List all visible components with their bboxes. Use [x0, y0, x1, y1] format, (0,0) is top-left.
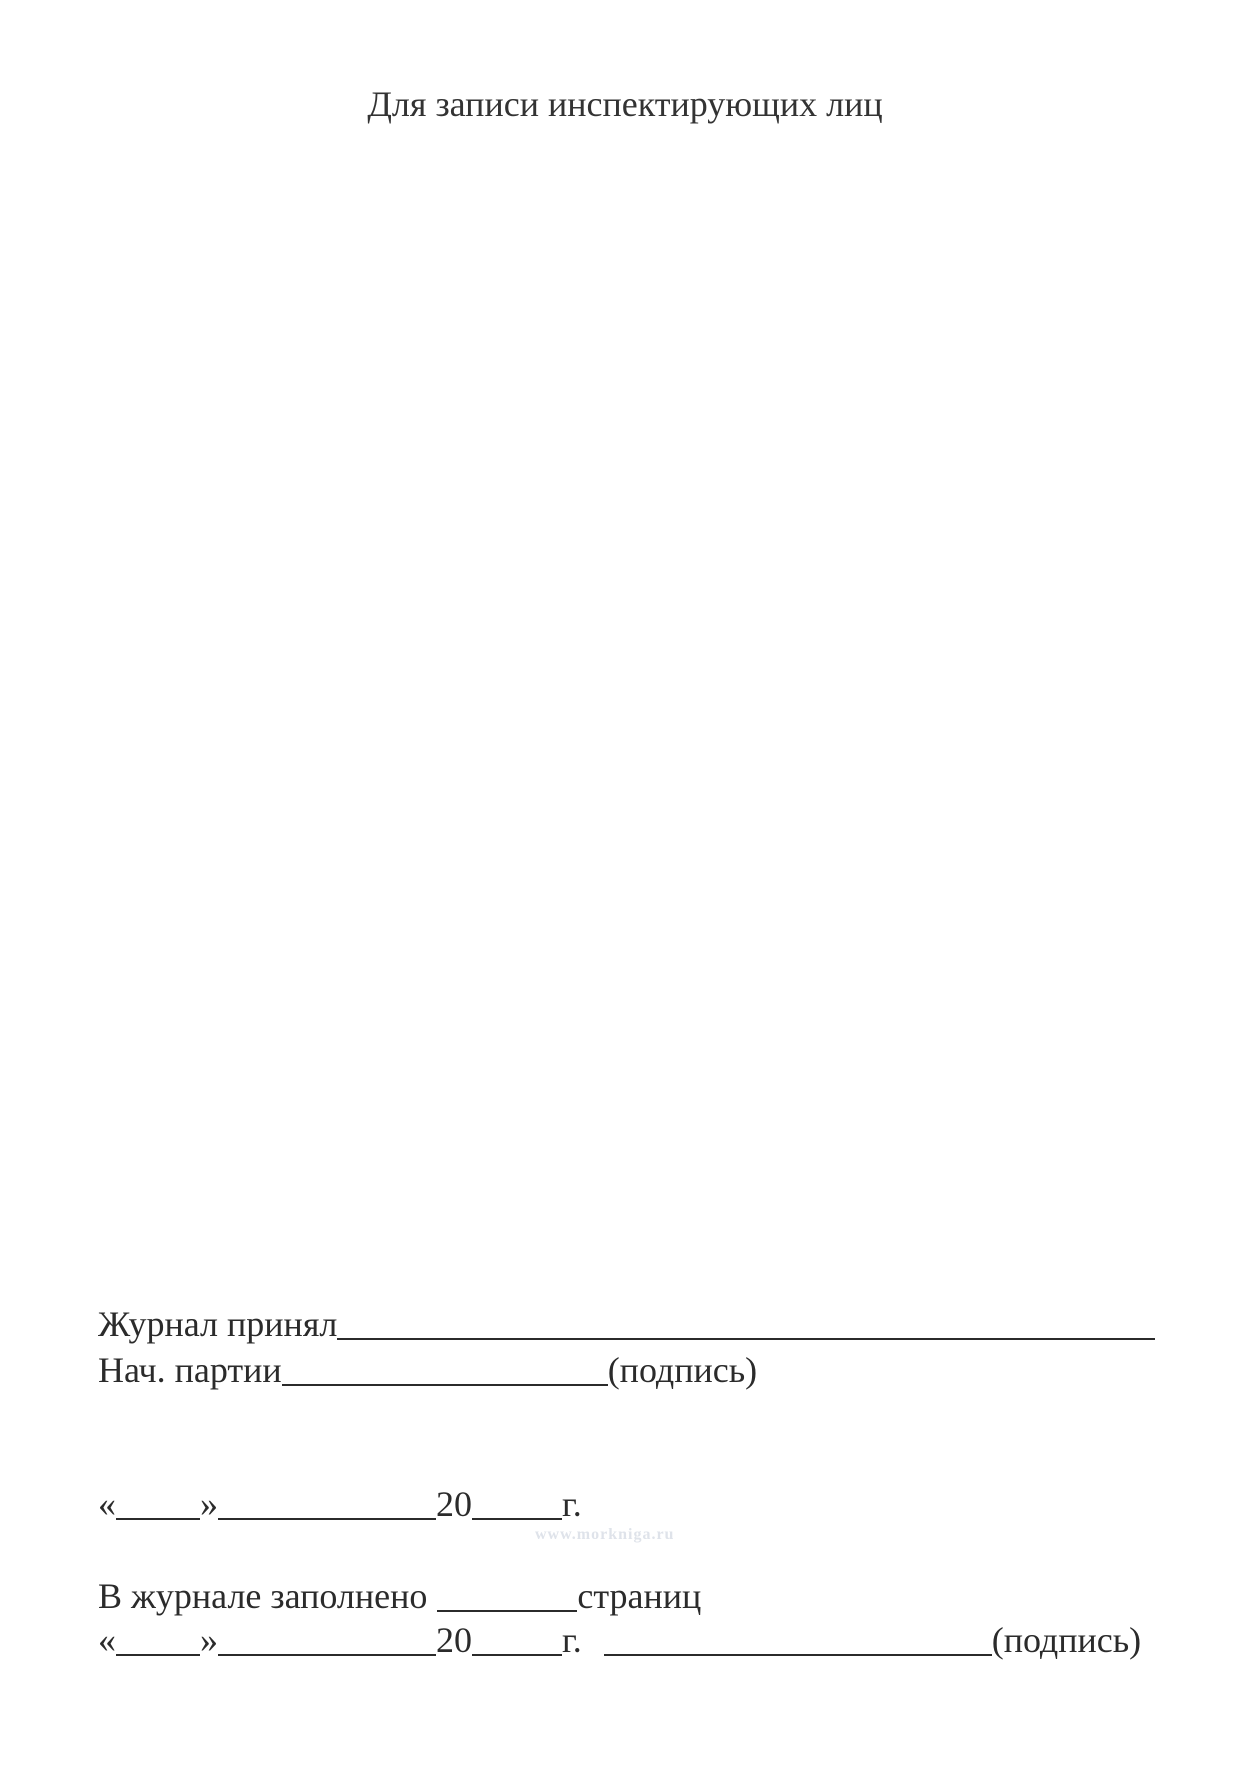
party-head-signature-field[interactable]: [282, 1350, 608, 1386]
month-field[interactable]: [218, 1620, 436, 1656]
pages-filled-row: [98, 1572, 701, 1616]
close-quote: »: [200, 1620, 218, 1660]
pages-count-field[interactable]: [437, 1576, 577, 1612]
year-prefix: 20: [436, 1484, 472, 1524]
page-heading: Для записи инспектирующих лиц: [367, 84, 883, 124]
year-prefix: 20: [436, 1620, 472, 1660]
journal-accepted-row: [98, 1300, 1155, 1344]
signature-label: (подпись): [991, 1620, 1142, 1660]
day-field[interactable]: [116, 1620, 200, 1656]
open-quote: «: [98, 1484, 116, 1524]
watermark: www.morkniga.ru: [535, 1526, 675, 1543]
date-row-1: [98, 1480, 582, 1524]
party-head-label: Нач. партии: [98, 1350, 282, 1390]
year-field[interactable]: [472, 1620, 562, 1656]
final-signature-field[interactable]: [604, 1620, 992, 1656]
year-suffix: г.: [562, 1484, 582, 1524]
date-row-2: [98, 1616, 1141, 1660]
year-suffix: г.: [562, 1620, 582, 1660]
year-field[interactable]: [472, 1484, 562, 1520]
pages-label: страниц: [577, 1576, 702, 1616]
open-quote: «: [98, 1620, 116, 1660]
party-head-row: [98, 1346, 757, 1390]
month-field[interactable]: [218, 1484, 436, 1520]
close-quote: »: [200, 1484, 218, 1524]
journal-accepted-label: Журнал принял: [98, 1304, 338, 1344]
signature-label: (подпись): [607, 1350, 758, 1390]
filled-label: В журнале заполнено: [98, 1576, 428, 1616]
day-field[interactable]: [116, 1484, 200, 1520]
journal-accepted-field[interactable]: [337, 1304, 1155, 1340]
